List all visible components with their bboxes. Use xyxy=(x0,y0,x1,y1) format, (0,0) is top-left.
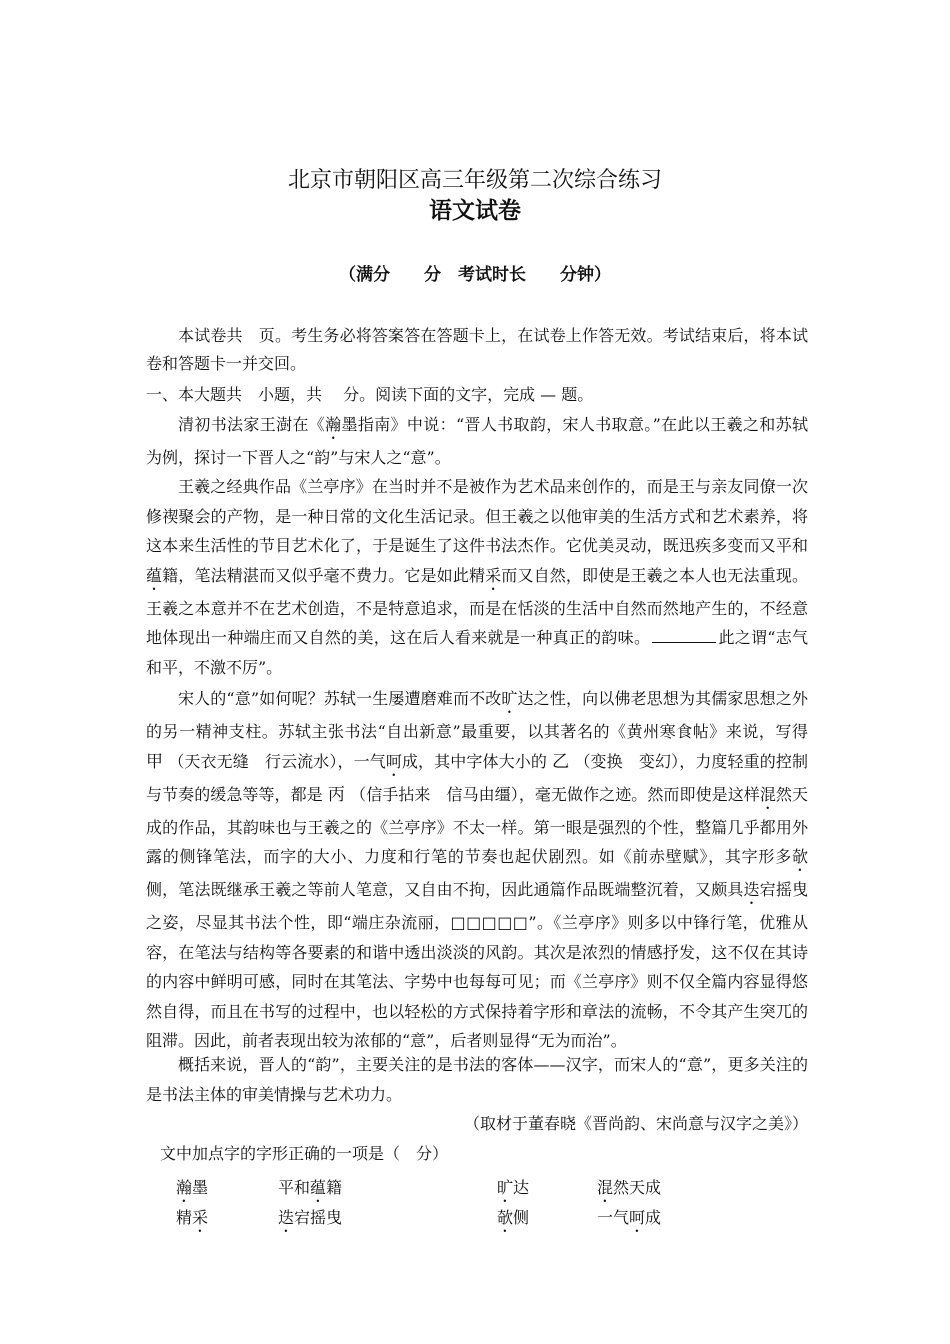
text-run: 然天成的作品，其韵味也与王羲之的《兰亭序》不太一样。第一眼是强烈的个性，整篇几乎都用外露的侧锋笔法，而字的大小、力度和行笔的节奏也起伏剧烈。如《前赤壁赋》，其字形多 xyxy=(146,784,808,866)
passage-paragraph-3 xyxy=(146,684,808,1056)
option-item xyxy=(176,1175,208,1206)
answer-blank xyxy=(652,628,716,643)
text-run: 达 xyxy=(513,1178,530,1197)
dotted-char: 呵 xyxy=(385,751,402,771)
passage-paragraph-4: 概括来说，晋人的“韵”，主要关注的是书法的客体——汉字，而宋人的“意”，更多关注的是书法主体的审美情操与艺术功力。 xyxy=(146,1055,808,1104)
dotted-char: 瀚 xyxy=(325,415,342,434)
text-run: 达之性，向以佛老思想为其儒家思想之外的另一精神支柱。苏轼主张书法“自出新意”最重要，以其著名的《黄州寒食帖》来说，写得 xyxy=(146,689,808,741)
text-run: （变换 变幻），力度轻重的控制与节奏的缓急等等，都是 xyxy=(146,751,808,804)
section-heading: 一、本大题共 小题，共 分。阅读下面的文字，完成 — 题。 xyxy=(146,385,594,404)
option-item xyxy=(497,1175,529,1206)
page-subtitle: 语文试卷 xyxy=(429,197,521,224)
text-run: 宕摇曳 xyxy=(294,1208,343,1227)
option-item xyxy=(278,1205,342,1236)
option-item xyxy=(176,1205,208,1236)
dotted-char: 采 xyxy=(192,1208,209,1227)
text-run: 侧，笔法既继承王羲之等前人笔意，又自由不拘，因此通篇作品既端整沉着，又颇具 xyxy=(146,880,744,899)
text-run: 精 xyxy=(176,1208,193,1227)
blank-label-bing: 丙 xyxy=(327,784,345,805)
dotted-char: 迭 xyxy=(743,880,760,899)
blank-label-yi: 乙 xyxy=(552,751,570,772)
option-item xyxy=(497,1205,529,1236)
text-run: 而又自然，即使是王羲之本人也无法重现。王羲之本意并不在艺术创造，不是特意追求，而是在恬淡的生活中自然而然地产生的，不经意地体现出一种端庄而又自然的美，这在后人看来就是一种真正的韵味。 xyxy=(146,565,808,647)
page-title: 北京市朝阳区高三年级第二次综合练习 xyxy=(287,168,662,193)
dotted-char: 欹 xyxy=(497,1208,514,1227)
dotted-char: 旷 xyxy=(501,689,518,708)
dotted-char: 蕴 xyxy=(146,565,163,585)
text-run: 成，其中字体大小的 xyxy=(401,751,547,771)
exam-meta: （满分 分 考试时长 分钟） xyxy=(339,265,611,285)
text-run: 宋人的“意”如何呢？苏轼一生屡遭磨难而不改 xyxy=(178,689,502,708)
dotted-char: 混 xyxy=(759,784,776,804)
dotted-char: 迭 xyxy=(278,1208,295,1227)
passage-paragraph-1 xyxy=(146,410,808,473)
text-run: 墨 xyxy=(192,1178,209,1197)
text-run: （天衣无缝 行云流水），一气 xyxy=(168,751,386,771)
option-item xyxy=(597,1205,661,1236)
dotted-char: 瀚 xyxy=(176,1178,193,1197)
text-run: 此之谓“志气和平，不激不厉”。 xyxy=(146,628,808,677)
dotted-char: 旷 xyxy=(497,1178,514,1197)
text-run: 平和 xyxy=(278,1178,311,1197)
intro-paragraph: 本试卷共 页。考生务必将答案答在答题卡上，在试卷上作答无效。考试结束后，将本试卷和答题卡一并交回。 xyxy=(146,326,808,373)
dotted-char: 蕴 xyxy=(310,1178,327,1197)
question-stem: 文中加点字的字形正确的一项是（ 分） xyxy=(160,1144,449,1163)
text-run: （信手拈来 信马由缰），毫无做作之迹。然而即使是这样 xyxy=(350,784,760,804)
source-citation: （取材于董春晓《晋尚韵、宋尚意与汉字之美》） xyxy=(463,1114,808,1133)
text-run: 籍，笔法精湛而又似乎毫不费力。它是如此精 xyxy=(162,565,486,585)
text-run: 籍 xyxy=(326,1178,343,1197)
text-run: 清初书法家王澍在《 xyxy=(178,415,326,434)
blank-label-jia: 甲 xyxy=(146,751,164,772)
option-item xyxy=(278,1175,342,1206)
dotted-char: 欹 xyxy=(791,847,808,866)
text-run: 然天成 xyxy=(613,1178,662,1197)
text-run: 一气 xyxy=(597,1208,630,1227)
text-run: 宕摇曳之姿，尽显其书法个性，即“端庄杂流丽，□□□□□”。《兰亭序》则多以中锋行笔，优雅从容，在笔法与结构等各要素的和谐中透出淡淡的风韵。其次是浓烈的情感抒发，这不仅在其诗的内容中鲜明可感，同时在其笔法、字势中也每每可见；而《兰亭序》则不仅全篇内容显得悠然自得，而且在书写的过程中，也以轻松的方式保持着字形和章法的流畅，不令其产生突兀的阻滞。因此，前者表现出较为浓郁的“意”，后者则显得“无为而治”。 xyxy=(146,880,808,1050)
text-run: 成 xyxy=(645,1208,662,1227)
text-run: 墨指南》中说：“晋人书取韵，宋人书取意。”在此以王羲之和苏轼为例，探讨一下晋人之“韵”与宋人之“意”。 xyxy=(146,415,808,467)
dotted-char: 采 xyxy=(485,565,502,585)
option-item xyxy=(597,1175,661,1206)
text-run: 王羲之经典作品《兰亭序》在当时并不是被作为艺术品来创作的，而是王与亲友同僚一次修禊聚会的产物，是一种日常的文化生活记录。但王羲之以他审美的生活方式和艺术素养，将这本来生活性的节目艺术化了，于是诞生了这件书法杰作。它优美灵动，既迅疾多变而又平和 xyxy=(146,477,808,555)
dotted-char: 混 xyxy=(597,1178,614,1197)
text-run: 侧 xyxy=(513,1208,530,1227)
passage-paragraph-2 xyxy=(146,472,808,682)
dotted-char: 呵 xyxy=(629,1208,646,1227)
